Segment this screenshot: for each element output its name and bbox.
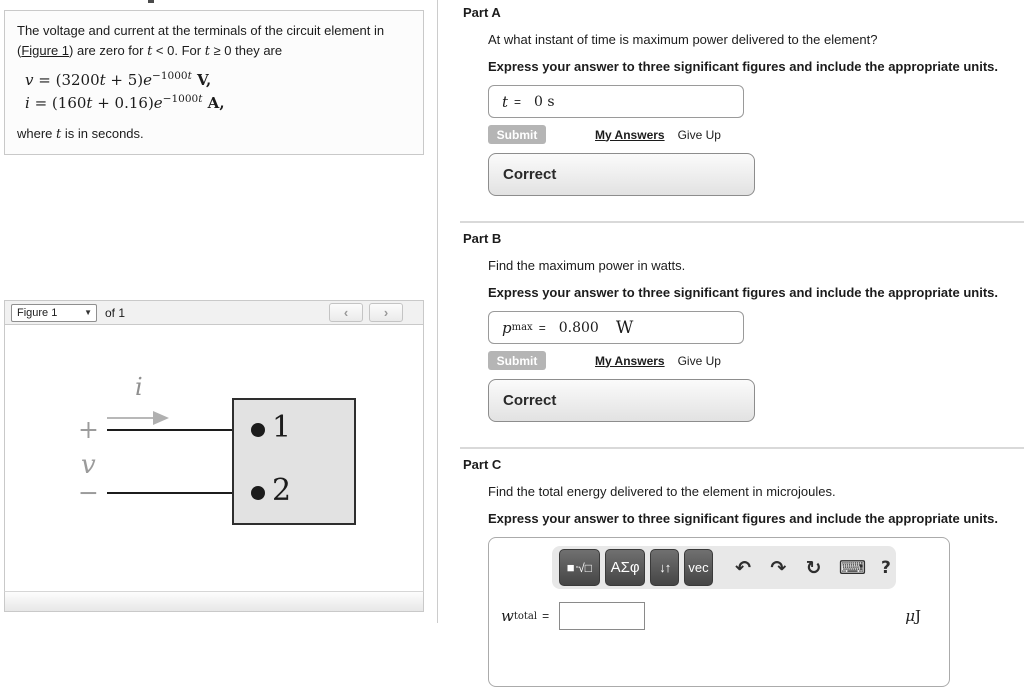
- part-b-instruction: Express your answer to three significant figures and include the appropriate units.: [488, 285, 998, 300]
- equation-text: = (3200: [33, 71, 100, 89]
- math-variable: t: [204, 43, 210, 59]
- undo-button[interactable]: [733, 557, 753, 579]
- math-variable: t: [147, 43, 153, 59]
- current-equation: [25, 92, 411, 115]
- answer-variable: p: [502, 318, 512, 337]
- reset-button[interactable]: [803, 557, 823, 579]
- problem-statement: [17, 21, 411, 61]
- submit-button[interactable]: Submit: [488, 351, 546, 370]
- small-box-icon: ▫: [575, 564, 579, 571]
- figure-link[interactable]: Figure 1: [21, 42, 70, 58]
- part-a-actions: [488, 125, 1024, 144]
- equation-toolbar: [552, 546, 896, 589]
- plus-sign: +: [78, 415, 99, 444]
- dropdown-caret-icon: ▼: [84, 308, 92, 317]
- current-arrow-head-icon: [153, 411, 169, 425]
- exponent-variable: t: [198, 92, 203, 105]
- next-figure-button[interactable]: [369, 303, 403, 322]
- where-note: [17, 124, 411, 145]
- part-a-instruction: Express your answer to three significant figures and include the appropriate units.: [488, 59, 998, 74]
- math-variable: e: [153, 93, 163, 112]
- redo-icon: ↷: [770, 556, 787, 579]
- math-variable: t: [99, 71, 106, 89]
- my-answers-link[interactable]: My Answers: [595, 353, 665, 368]
- give-up-link[interactable]: Give Up: [677, 353, 721, 368]
- exponent: −1000: [152, 70, 188, 82]
- figure-nav: [329, 303, 403, 322]
- math-variable: e: [143, 71, 153, 89]
- part-a-question: At what instant of time is maximum power delivered to the element?: [488, 32, 878, 47]
- part-b-feedback: [488, 379, 755, 422]
- part-a-heading: Part A: [463, 5, 501, 20]
- figure-count-label: of 1: [105, 305, 126, 320]
- empty-box-icon: □: [584, 560, 592, 575]
- equals-sign: =: [514, 94, 522, 109]
- terminal-1-dot: [251, 423, 265, 437]
- statement-text: < 0. For: [152, 42, 205, 58]
- part-c-heading: Part C: [463, 457, 502, 472]
- figure-header: [4, 300, 424, 325]
- part-b-section: [438, 223, 1024, 422]
- sub-superscript-button[interactable]: ↓↑: [650, 549, 679, 586]
- equals-sign: =: [542, 609, 550, 623]
- prev-figure-button[interactable]: [329, 303, 363, 322]
- give-up-link[interactable]: Give Up: [677, 127, 721, 142]
- part-c-answer-area: [488, 537, 950, 687]
- part-b-actions: [488, 351, 1024, 370]
- equation-text: + 0.16): [92, 93, 154, 112]
- figure-select-dropdown[interactable]: [11, 304, 97, 322]
- figure-footer: [4, 591, 424, 612]
- equation-text: + 5): [105, 71, 144, 89]
- math-variable: t: [56, 126, 62, 142]
- equation-text: = (160: [29, 93, 87, 112]
- unit-label: V,: [191, 71, 212, 89]
- statement-text: ) are zero for: [69, 42, 148, 58]
- current-label: i: [135, 373, 143, 401]
- answer-value: 0 s: [534, 93, 555, 110]
- math-variable: v: [25, 71, 34, 89]
- statement-text: where: [17, 125, 57, 141]
- problem-column: [0, 0, 437, 623]
- figure-dropdown-value: Figure 1: [17, 306, 58, 319]
- clipped-text-fragment: [148, 0, 154, 3]
- exponent-variable: t: [187, 70, 192, 82]
- micro-symbol: μ: [905, 607, 915, 625]
- vector-button[interactable]: vec: [684, 549, 713, 586]
- part-c-answer-row: [489, 602, 949, 630]
- greek-symbols-button[interactable]: ΑΣφ: [605, 549, 646, 586]
- part-b-heading: Part B: [463, 231, 502, 246]
- part-a-section: [438, 0, 1024, 196]
- filled-square-icon: ■: [566, 560, 575, 575]
- terminal-2-label: 2: [272, 473, 292, 508]
- math-variable: i: [25, 93, 30, 112]
- figure-panel: [4, 300, 424, 612]
- voltage-label: v: [81, 450, 96, 480]
- answer-subscript: total: [513, 610, 538, 622]
- problem-statement-box: [4, 10, 424, 155]
- current-arrow: [107, 417, 153, 419]
- terminal-1-label: 1: [272, 410, 292, 445]
- redo-button[interactable]: [768, 557, 788, 579]
- part-b-question: Find the maximum power in watts.: [488, 258, 686, 273]
- part-c-section: [438, 449, 1024, 687]
- equations: [25, 69, 411, 115]
- chevron-left-icon: ‹: [343, 304, 349, 320]
- submit-button[interactable]: Submit: [488, 125, 546, 144]
- terminal-2-dot: [251, 486, 265, 500]
- chevron-right-icon: ›: [383, 304, 389, 320]
- root-icon: √: [578, 560, 585, 575]
- statement-text: is in seconds.: [61, 125, 144, 141]
- answer-unit: [905, 607, 921, 625]
- keyboard-icon: ⌨: [838, 556, 867, 579]
- help-button[interactable]: [876, 558, 896, 578]
- answer-input[interactable]: [559, 602, 645, 630]
- my-answers-link[interactable]: My Answers: [595, 127, 665, 142]
- unit-label: A,: [202, 93, 225, 112]
- parts-column: [438, 0, 1024, 623]
- part-b-answer-box[interactable]: [488, 311, 744, 344]
- help-icon: ?: [880, 557, 891, 578]
- statement-text: The voltage and current at the terminals of the circuit element in (: [17, 23, 385, 58]
- answer-unit: W: [615, 317, 634, 338]
- math-variable: t: [86, 93, 93, 112]
- equals-sign: =: [538, 320, 546, 335]
- answer-value: 0.800: [558, 319, 599, 336]
- keyboard-shortcuts-button[interactable]: [838, 556, 867, 579]
- undo-icon: ↶: [735, 556, 751, 579]
- reset-icon: ↻: [805, 556, 822, 579]
- feedback-text: Correct: [503, 392, 557, 409]
- circuit-element-box: [232, 398, 356, 525]
- answer-variable: t: [502, 92, 509, 111]
- minus-sign: −: [78, 478, 99, 507]
- exponent: −1000: [162, 92, 199, 105]
- part-c-instruction: Express your answer to three significant figures and include the appropriate units.: [488, 511, 998, 526]
- math-templates-button[interactable]: [559, 549, 600, 586]
- voltage-equation: [25, 69, 411, 92]
- feedback-text: Correct: [503, 166, 557, 183]
- part-c-question: Find the total energy delivered to the element in microjoules.: [488, 484, 836, 499]
- statement-text: ≥ 0 they are: [209, 42, 283, 58]
- answer-subscript: max: [511, 322, 533, 333]
- joule-symbol: J: [914, 607, 921, 625]
- part-a-answer-box[interactable]: [488, 85, 744, 118]
- circuit-figure: [4, 325, 424, 591]
- part-a-feedback: [488, 153, 755, 196]
- answer-variable: w: [501, 607, 514, 625]
